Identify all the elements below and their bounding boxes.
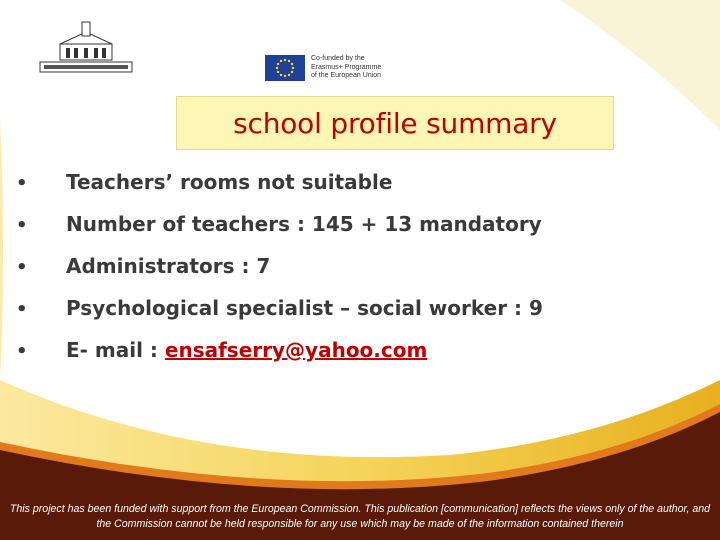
list-item-text: Psychological specialist – social worker : 9 <box>66 296 543 320</box>
profile-list <box>16 170 543 380</box>
list-item-text: Teachers’ rooms not suitable <box>66 170 393 194</box>
list-item <box>16 212 543 254</box>
email-link[interactable]: ensafserry@yahoo.com <box>164 338 428 362</box>
eu-logo-line-1: Co-funded by the <box>311 55 365 63</box>
eu-logo-line-2: Erasmus+ Programme <box>311 63 382 71</box>
eu-logo-line-3: of the European Union <box>311 72 382 80</box>
bullet-icon: • <box>16 173 28 194</box>
bullet-icon: • <box>16 257 28 278</box>
list-item <box>16 254 543 296</box>
bullet-icon: • <box>16 215 28 236</box>
title-box <box>176 96 614 150</box>
list-item <box>16 170 543 212</box>
university-logo <box>38 18 134 74</box>
list-item-text: Number of teachers : 145 + 13 mandatory <box>66 212 542 236</box>
left-swoosh <box>0 120 3 380</box>
page-title: school profile summary <box>233 106 557 140</box>
list-item-text: Administrators : 7 <box>66 254 271 278</box>
eu-logo-text <box>311 55 381 81</box>
email-label: E- mail : <box>66 338 165 362</box>
eu-flag-icon <box>265 55 305 81</box>
eu-erasmus-logo <box>265 54 381 82</box>
bullet-icon: • <box>16 299 28 320</box>
list-item-email <box>16 338 543 380</box>
bullet-icon: • <box>16 341 28 362</box>
footer-disclaimer: This project has been funded with support from the European Commission. This publication [communication] reflects the views only of the author, and the Commission cannot be held responsible for any use which may be made of the information contained therein <box>9 503 711 530</box>
list-item <box>16 296 543 338</box>
